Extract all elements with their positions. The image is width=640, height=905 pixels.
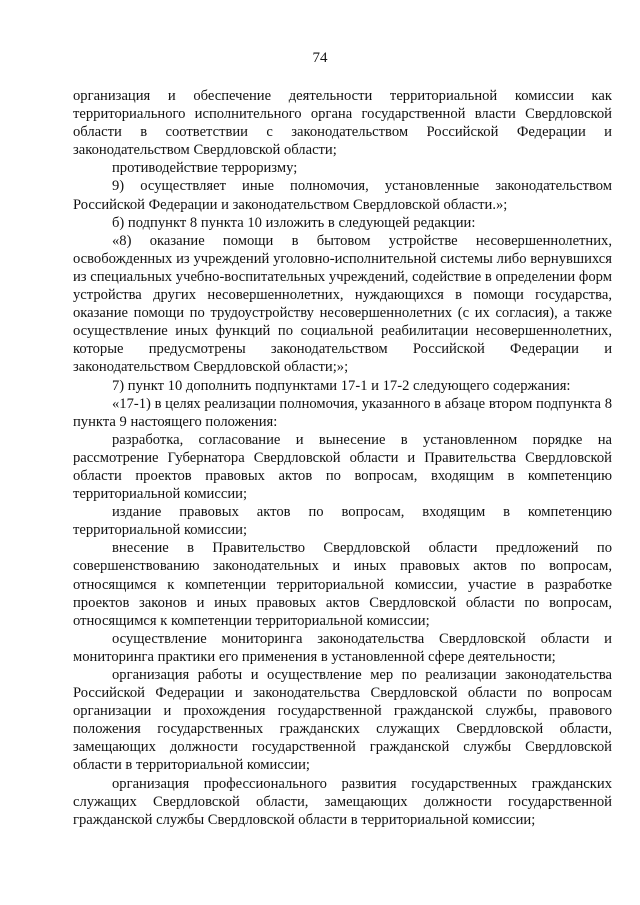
paragraph: противодействие терроризму; (112, 160, 298, 177)
paragraph: разработка, согласование и вынесение в установленном порядке на рассмотрение Губернатора Свердловской области и Правительства Свердловской области проектов правовых актов по вопросам, входящим в компетенцию территориальной комиссии; (73, 431, 612, 503)
paragraph: осуществление мониторинга законодательства Свердловской области и мониторинга практики его применения в установленной сфере деятельности; (73, 630, 612, 665)
paragraph: 9) осуществляет иные полномочия, установленные законодательством Российской Федерации и законодательством Свердловской области.»; (73, 178, 612, 213)
paragraph: б) подпункт 8 пункта 10 изложить в следующей редакции: (112, 214, 476, 231)
paragraph: «8) оказание помощи в бытовом устройстве несовершеннолетних, освобожденных из учреждений уголовно-исполнительной системы либо вернувшихся из специальных учебно-воспитательных учреждений, содействие в определении форм устройства других несовершеннолетних, нуждающихся в помощи государства, оказание помощи по трудоустройству несовершеннолетних (с их согласия), а также осуществление иных функций по социальной реабилитации несовершеннолетних, которые предусмотрены законодательством Российской Федерации и законодательством Свердловской области;»; (73, 232, 612, 376)
paragraph-continuation: организация и обеспечение деятельности территориальной комиссии как территориального исполнительного органа государственной власти Свердловской области в соответствии с законодательством Российской Федерации и законодательством Свердловской области; (73, 88, 612, 159)
paragraph: организация работы и осуществление мер по реализации законодательства Российской Федерации и законодательства Свердловской области по вопросам организации и прохождения государственной гражданской службы, правового положения государственных гражданских служащих Свердловской области, замещающих должности государственной гражданской службы Свердловской области в территориальной комиссии; (73, 667, 612, 774)
paragraph: организация профессионального развития государственных гражданских служащих Свердловской области, замещающих должности государственной гражданской службы Свердловской области в территориальной комиссии; (73, 775, 612, 828)
page-number: 74 (312, 50, 328, 66)
paragraph: издание правовых актов по вопросам, входящим в компетенцию территориальной комиссии; (73, 504, 612, 539)
paragraph: внесение в Правительство Свердловской области предложений по совершенствованию законодательных и иных правовых актов по вопросам, относящимся к компетенции территориальной комиссии, участие в разработке проектов законов и иных правовых актов Свердловской области по вопросам, относящимся к компетенции территориальной комиссии; (73, 540, 612, 629)
document-body (73, 87, 612, 829)
paragraph: «17-1) в целях реализации полномочия, указанного в абзаце втором подпункта 8 пункта 9 настоящего положения: (73, 395, 612, 430)
paragraph: 7) пункт 10 дополнить подпунктами 17-1 и 17-2 следующего содержания: (112, 377, 571, 394)
